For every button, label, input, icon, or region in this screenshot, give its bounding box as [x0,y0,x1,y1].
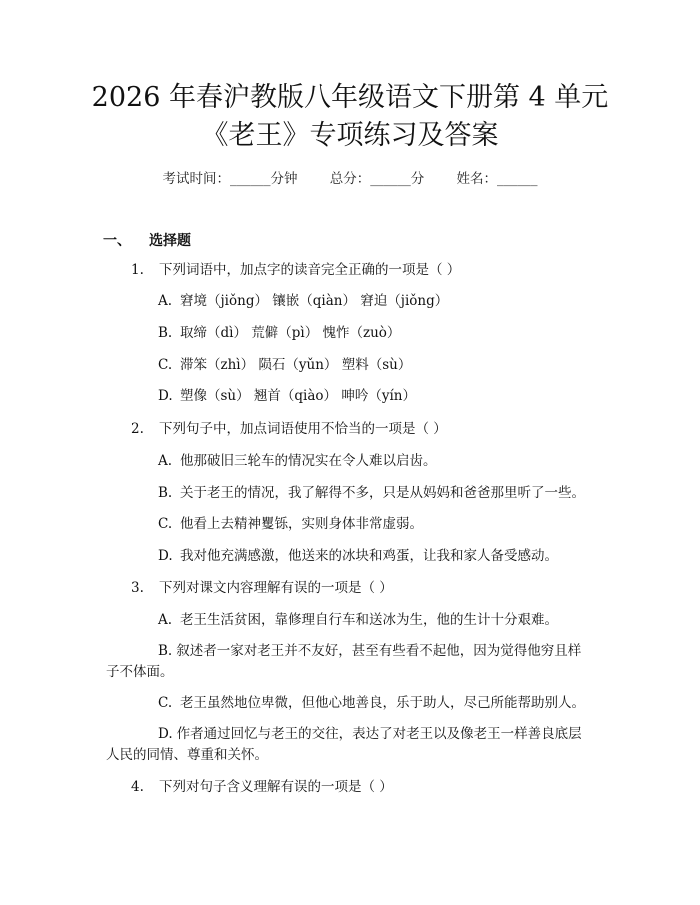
option-text: 作者通过回忆与老王的交往，表达了对老王以及像老王一样善良底层人民的同情、尊重和关怀。 [106,726,582,763]
option-text: 关于老王的情况，我了解得不多，只是从妈妈和爸爸那里听了一些。 [180,485,585,501]
document-title-line-1: 2026 年春沪教版八年级语文下册第 4 单元 [91,82,609,113]
option-letter: B. [158,485,173,501]
exam-info-row [0,167,700,187]
option-letter: C. [158,695,173,711]
question-3-option-a [158,610,558,630]
question-4 [131,777,393,797]
question-text: 下列对课文内容理解有误的一项是（ ） [159,580,393,596]
question-number: 3. [131,580,144,596]
question-3 [131,578,393,598]
option-letter: C. [158,357,173,373]
option-letter: B. [158,643,173,659]
question-1-option-b [158,323,400,343]
question-text: 下列对句子含义理解有误的一项是（ ） [159,779,393,795]
option-text: 老王生活贫困，靠修理自行车和送冰为生，他的生计十分艰难。 [180,612,558,628]
question-1-option-c [158,355,411,375]
question-2-option-a [158,451,437,471]
option-letter: A. [158,612,173,628]
question-1-option-d [158,386,416,406]
student-name-field: 姓名：______ [456,171,538,187]
question-3-option-d [106,724,592,766]
question-number: 2. [131,421,144,437]
question-number: 4. [131,779,144,795]
option-text: 老王虽然地位卑微，但他心地善良，乐于助人，尽己所能帮助别人。 [180,695,585,711]
option-letter: B. [158,325,173,341]
question-2-option-d [158,546,558,566]
question-3-option-c [158,693,585,713]
option-letter: C. [158,516,173,532]
option-text: 窘境（jiǒng） 镶嵌（qiàn） 窘迫（jiǒng） [180,293,449,309]
total-score-field: 总分：______分 [329,171,425,187]
section-label: 选择题 [149,233,191,249]
exam-time-field: 考试时间：______分钟 [162,171,298,187]
option-letter: A. [158,293,173,309]
question-text: 下列句子中，加点词语使用不恰当的一项是（ ） [159,421,447,437]
option-text: 我对他充满感激，他送来的冰块和鸡蛋，让我和家人备受感动。 [180,548,558,564]
question-2-option-c [158,514,423,534]
option-text: 塑像（sù） 翘首（qiào） 呻吟（yín） [180,388,416,404]
question-2 [131,419,447,439]
option-letter: D. [158,726,173,742]
question-3-option-b [106,641,592,683]
question-number: 1. [131,262,144,278]
document-title-line-2: 《老王》专项练习及答案 [201,120,499,151]
option-letter: D. [158,388,173,404]
option-text: 滞笨（zhì） 陨石（yǔn） 塑料（sù） [180,357,412,373]
section-number: 一、 [103,233,131,249]
option-letter: A. [158,453,173,469]
option-text: 他看上去精神矍铄，实则身体非常虚弱。 [180,516,423,532]
question-1 [131,260,460,280]
question-1-option-a [158,291,448,311]
option-text: 叙述者一家对老王并不友好，甚至有些看不起他，因为觉得他穷且样子不体面。 [106,643,582,680]
option-letter: D. [158,548,173,564]
option-text: 他那破旧三轮车的情况实在令人难以启齿。 [180,453,437,469]
question-text: 下列词语中，加点字的读音完全正确的一项是（ ） [159,262,461,278]
option-text: 取缔（dì） 荒僻（pì） 愧怍（zuò） [180,325,401,341]
question-2-option-b [158,483,585,503]
section-heading [103,230,191,250]
